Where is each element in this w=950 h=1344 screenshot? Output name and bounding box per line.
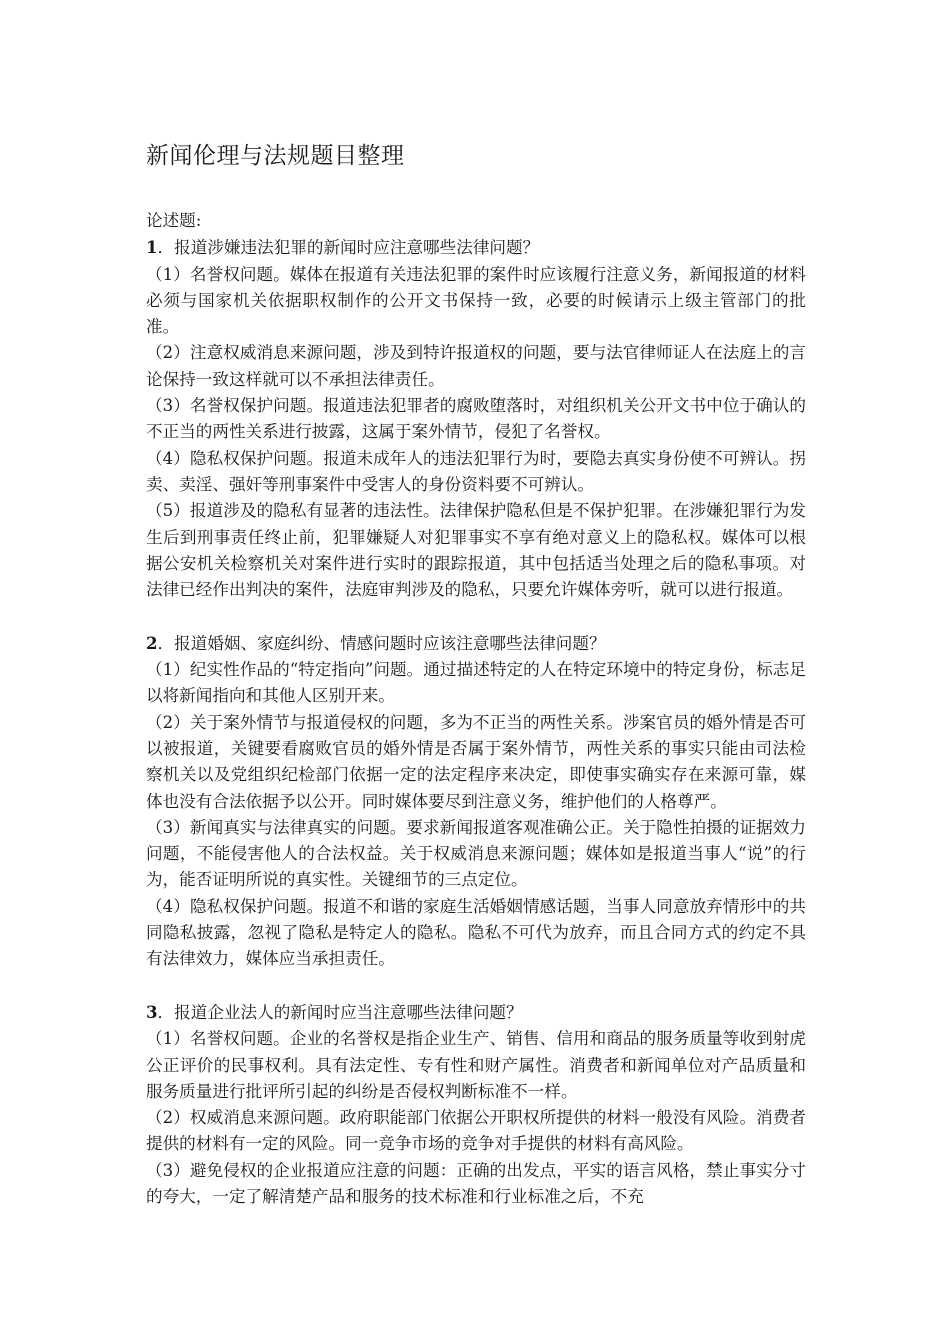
answer-item: （4）隐私权保护问题。报道未成年人的违法犯罪行为时，要隐去真实身份使不可辨认。拐卖、卖淫、强奸等刑事案件中受害人的身份资料要不可辨认。	[146, 448, 806, 494]
answer-item: （3）新闻真实与法律真实的问题。要求新闻报道客观准确公正。关于隐性拍摄的证据效力问题，不能侵害他人的合法权益。关于权威消息来源问题；媒体如是报道当事人“说”的行为，能否证明所说的真实性。关键细节的三点定位。	[146, 817, 806, 890]
answer-item: （2）权威消息来源问题。政府职能部门依据公开职权所提供的材料一般没有风险。消费者提供的材料有一定的风险。同一竞争市场的竞争对手提供的材料有高风险。	[146, 1108, 806, 1154]
question-number: 2	[146, 632, 158, 653]
question-number: 1	[146, 237, 158, 258]
answer-item: （2）注意权威消息来源问题，涉及到特许报道权的问题，要与法官律师证人在法庭上的言论保持一致这样就可以不承担法律责任。	[146, 343, 806, 389]
paragraph-gap	[146, 973, 806, 999]
answer-item: （3）避免侵权的企业报道应注意的问题：正确的出发点，平实的语言风格，禁止事实分寸的夸大，一定了解清楚产品和服务的技术标准和行业标准之后，不充	[146, 1160, 806, 1206]
answer-item: （1）纪实性作品的“特定指向”问题。通过描述特定的人在特定环境中的特定身份，标志足以将新闻指向和其他人区别开来。	[146, 660, 806, 706]
question-heading	[146, 999, 806, 1026]
question-heading	[146, 630, 806, 657]
answer-item: （2）关于案外情节与报道侵权的问题，多为不正当的两性关系。涉案官员的婚外情是否可以被报道，关键要看腐败官员的婚外情是否属于案外情节，两性关系的事实只能由司法检察机关以及党组织纪检部门依据一定的法定程序来决定，即使事实确实存在来源可靠，媒体也没有合法依据予以公开。同时媒体要尽到注意义务，维护他们的人格尊严。	[146, 712, 806, 811]
answer-item: （4）隐私权保护问题。报道不和谐的家庭生活婚姻情感话题，当事人同意放弃情形中的共同隐私披露，忽视了隐私是特定人的隐私。隐私不可代为放弃，而且合同方式的约定不具有法律效力，媒体应当承担责任。	[146, 896, 806, 969]
question-heading	[146, 234, 806, 261]
document-body	[146, 208, 806, 1210]
question-text: ．报道涉嫌违法犯罪的新闻时应注意哪些法律问题？	[157, 238, 540, 258]
document-title: 新闻伦理与法规题目整理	[146, 143, 405, 169]
question-text: ．报道企业法人的新闻时应当注意哪些法律问题？	[157, 1002, 523, 1022]
question-number: 3	[146, 1001, 158, 1022]
answer-item: （3）名誉权保护问题。报道违法犯罪者的腐败堕落时，对组织机关公开文书中位于确认的不正当的两性关系进行披露，这属于案外情节，侵犯了名誉权。	[146, 396, 806, 442]
answer-item: （5）报道涉及的隐私有显著的违法性。法律保护隐私但是不保护犯罪。在涉嫌犯罪行为发生后到刑事责任终止前，犯罪嫌疑人对犯罪事实不享有绝对意义上的隐私权。媒体可以根据公安机关检察机关对案件进行实时的跟踪报道，其中包括适当处理之后的隐私事项。对法律已经作出判决的案件，法庭审判涉及的隐私，只要允许媒体旁听，就可以进行报道。	[146, 501, 806, 600]
paragraph-gap	[146, 603, 806, 629]
answer-item: （1）名誉权问题。媒体在报道有关违法犯罪的案件时应该履行注意义务，新闻报道的材料必须与国家机关依据职权制作的公开文书保持一致，必要的时候请示上级主管部门的批准。	[146, 264, 806, 337]
section-label: 论述题:	[146, 211, 202, 230]
answer-item: （1）名誉权问题。企业的名誉权是指企业生产、销售、信用和商品的服务质量等收到射虎公正评价的民事权利。具有法定性、专有性和财产属性。消费者和新闻单位对产品质量和服务质量进行批评所引起的纠纷是否侵权判断标准不一样。	[146, 1029, 806, 1101]
question-text: ．报道婚姻、家庭纠纷、情感问题时应该注意哪些法律问题？	[157, 633, 606, 653]
